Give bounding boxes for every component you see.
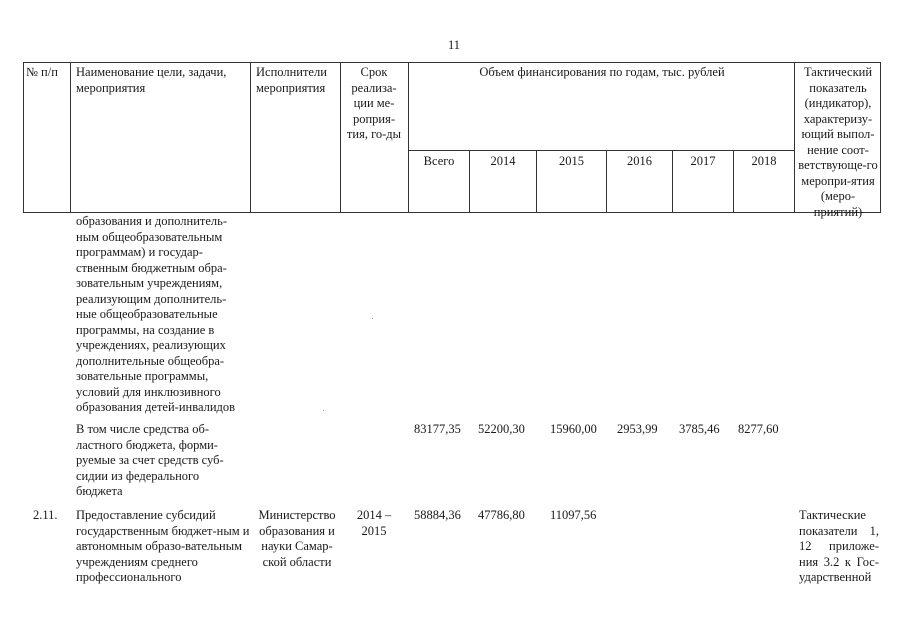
col-divider-2015 bbox=[606, 150, 607, 213]
subrow-total: 83177,35 bbox=[414, 422, 461, 436]
row-2-11-2015: 11097,56 bbox=[550, 508, 597, 522]
continued-name: образования и дополнитель-ным общеобразовательным программам) и государ-ственным бюджетным обра-зовательным учреждениям, реализующим дополнитель-ные общеобразовательные программы, на создание в учреждениях, реализующих дополнительные общеобра-зовательные программы, условий для инклюзивного образования детей-инвалидов bbox=[76, 214, 236, 414]
subrow-2017: 3785,46 bbox=[679, 422, 720, 436]
header-funding: Объем финансирования по годам, тыс. рублей bbox=[479, 65, 725, 79]
table-right-border bbox=[880, 62, 881, 213]
header-term: Срок реализа-ции ме-роприя-тия, го-ды bbox=[346, 65, 402, 141]
row-2-11-2014: 47786,80 bbox=[478, 508, 525, 522]
years-row-top-border bbox=[408, 150, 794, 151]
header-2015: 2015 bbox=[559, 154, 584, 168]
subrow-2015: 15960,00 bbox=[550, 422, 597, 436]
col-divider-total bbox=[469, 150, 470, 213]
col-divider-funding bbox=[794, 62, 795, 213]
header-num: № п/п bbox=[26, 65, 58, 79]
row-2-11-total: 58884,36 bbox=[414, 508, 461, 522]
row-2-11-term: 2014 – 2015 bbox=[356, 508, 392, 538]
header-bottom-border bbox=[23, 212, 881, 213]
header-2016: 2016 bbox=[627, 154, 652, 168]
subrow-2014: 52200,30 bbox=[478, 422, 525, 436]
col-divider-2014 bbox=[536, 150, 537, 213]
subrow-name: В том числе средства об-ластного бюджета, форми-руемые за счет средств суб-сидии из федерального бюджета bbox=[76, 422, 224, 498]
col-divider-term bbox=[408, 62, 409, 213]
table-top-border bbox=[23, 62, 881, 63]
header-2017: 2017 bbox=[690, 154, 716, 168]
page-number: 11 bbox=[448, 38, 461, 52]
col-divider-executors bbox=[340, 62, 341, 213]
scan-speck bbox=[323, 410, 324, 411]
col-divider-2016 bbox=[672, 150, 673, 213]
col-divider-2017 bbox=[733, 150, 734, 213]
col-divider-num bbox=[70, 62, 71, 213]
header-2014: 2014 bbox=[490, 154, 516, 168]
header-total: Всего bbox=[423, 154, 455, 168]
header-executors: Исполнители мероприятия bbox=[256, 65, 327, 95]
table-left-border bbox=[23, 62, 24, 213]
row-2-11-indicator: Тактические показатели 1, 12 приложе-ния 3.2 к Гос-ударственной bbox=[799, 508, 879, 584]
header-name: Наименование цели, задачи, мероприятия bbox=[76, 65, 227, 95]
subrow-2018: 8277,60 bbox=[738, 422, 779, 436]
header-2018: 2018 bbox=[751, 154, 777, 168]
row-2-11-executors: Министерство образования и науки Самар-ской области bbox=[258, 508, 336, 569]
col-divider-name bbox=[250, 62, 251, 213]
row-2-11-name: Предоставление субсидий государственным бюджет-ным и автономным образо-вательным учреждениям среднего профессионального bbox=[76, 508, 250, 584]
scan-speck bbox=[372, 318, 373, 319]
row-2-11-num: 2.11. bbox=[33, 508, 58, 522]
subrow-2016: 2953,99 bbox=[617, 422, 658, 436]
header-indicator: Тактический показатель (индикатор), характеризу-ющий выпол-нение соот-ветствующе-го меропри-ятия (меро-приятий) bbox=[798, 65, 878, 219]
